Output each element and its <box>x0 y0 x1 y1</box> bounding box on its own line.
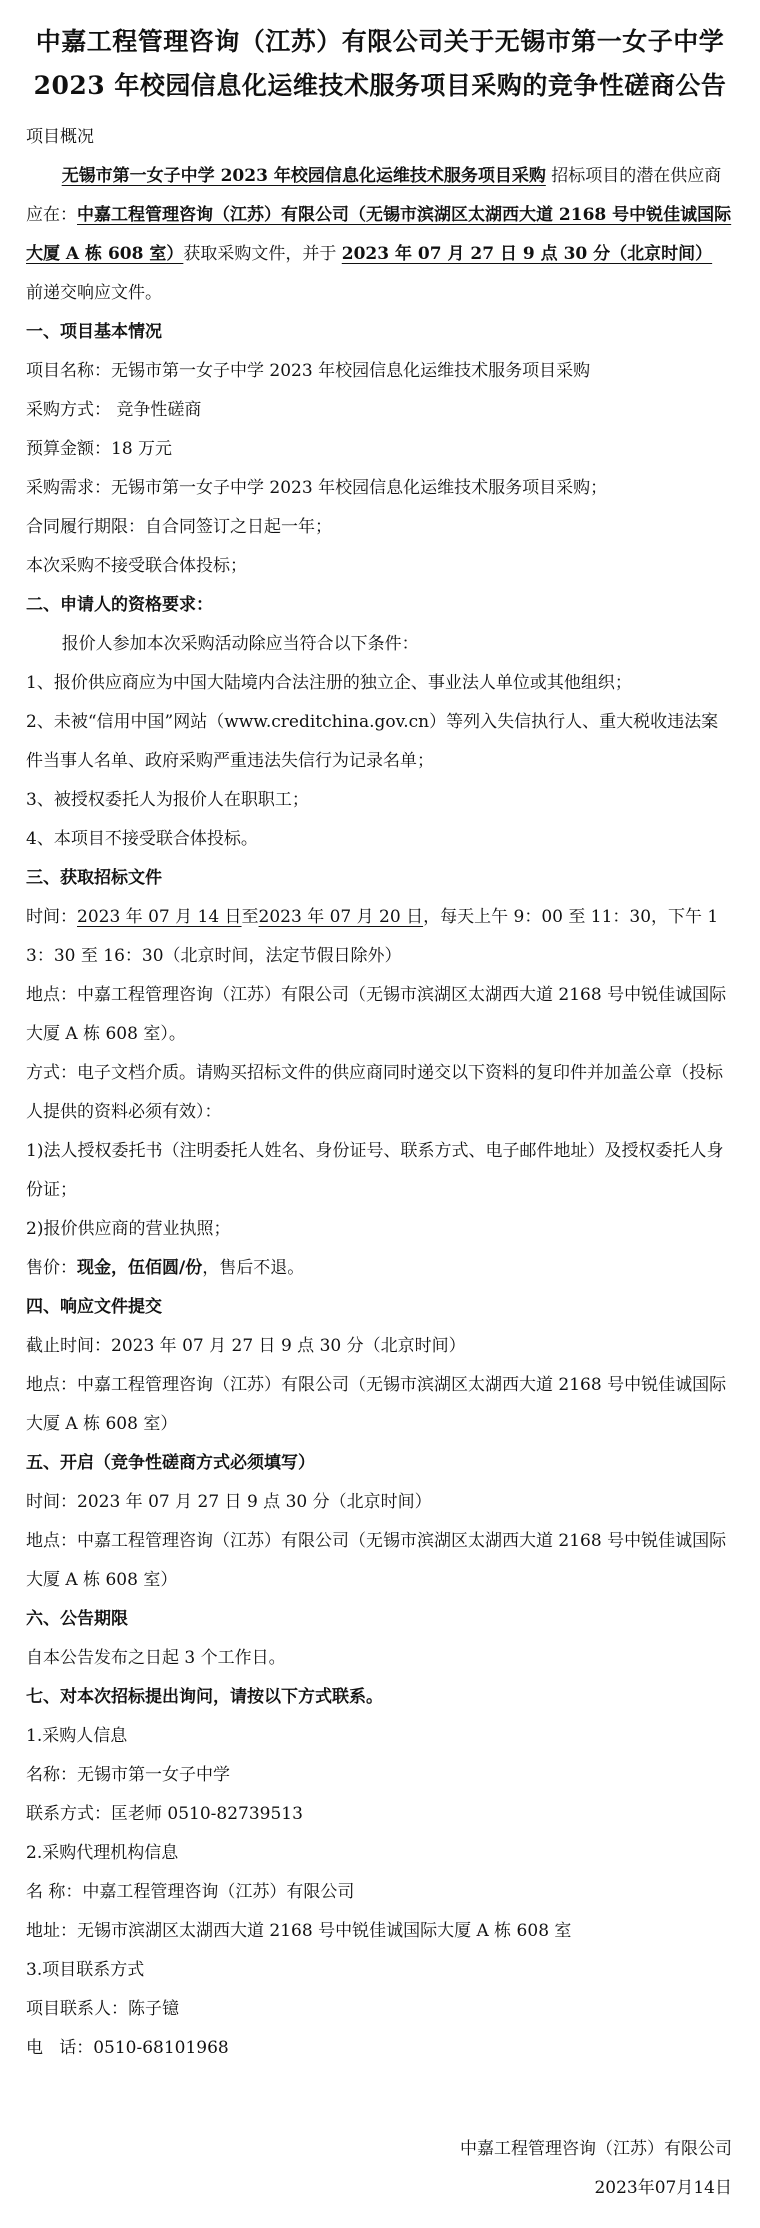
s2-intro: 报价人参加本次采购活动除应当符合以下条件： <box>61 634 419 654</box>
s2-item: 2、未被“信用中国”网站（www.creditchina.gov.cn）等列入失信执行人、重大税收违法案件当事人名单、政府采购严重违法失信行为记录名单； <box>26 712 719 771</box>
section-7-heading: 七、对本次招标提出询问，请按以下方式联系。 <box>26 1687 383 1707</box>
section-5-heading: 五、开启（竞争性磋商方式必须填写） <box>26 1453 315 1473</box>
s1-line: 本次采购不接受联合体投标； <box>26 556 247 576</box>
s3-date-to: 2023 年 07 月 20 日 <box>258 907 424 927</box>
buyer-heading: 1.采购人信息 <box>26 1726 128 1746</box>
overview-project-name: 无锡市第一女子中学 2023 年校园信息化运维技术服务项目采购 <box>61 166 546 186</box>
s1-line: 预算金额：18 万元 <box>26 439 173 459</box>
s5-place: 地点：中嘉工程管理咨询（江苏）有限公司（无锡市滨湖区太湖西大道 2168 号中锐佳诚国际大厦 A 栋 608 室） <box>26 1531 727 1590</box>
s3-method: 方式：电子文档介质。请购买招标文件的供应商同时递交以下资料的复印件并加盖公章（投标人提供的资料必须有效）： <box>26 1063 723 1122</box>
s3-place: 地点：中嘉工程管理咨询（江苏）有限公司（无锡市滨湖区太湖西大道 2168 号中锐佳诚国际大厦 A 栋 608 室）。 <box>26 985 727 1044</box>
signature-date: 2023年07月14日 <box>594 2178 732 2198</box>
s4-deadline: 截止时间：2023 年 07 月 27 日 9 点 30 分（北京时间） <box>26 1336 466 1356</box>
s1-line: 采购方式： 竞争性磋商 <box>26 400 202 420</box>
s3-time-rest: ，每天上午 9：00 至 11：30，下午 13：30 至 16：30（北京时间，法定节假日除外） <box>26 907 719 966</box>
s3-price <box>26 1249 734 1288</box>
overview-deadline: 2023 年 07 月 27 日 9 点 30 分（北京时间） <box>341 244 713 264</box>
s3-doc-2: 2)报价供应商的营业执照； <box>26 1219 231 1239</box>
s3-doc-1: 1)法人授权委托书（注明委托人姓名、身份证号、联系方式、电子邮件地址）及授权委托人身份证； <box>26 1141 724 1200</box>
document-title: 中嘉工程管理咨询（江苏）有限公司关于无锡市第一女子中学2023 年校园信息化运维技术服务项目采购的竞争性磋商公告 <box>33 27 727 100</box>
section-3-heading: 三、获取招标文件 <box>26 868 162 888</box>
project-contact-person: 项目联系人：陈子镱 <box>26 1999 179 2019</box>
s1-line: 采购需求：无锡市第一女子中学 2023 年校园信息化运维技术服务项目采购； <box>26 478 608 498</box>
s3-price-rest: ，售后不退。 <box>202 1258 305 1278</box>
section-4-heading: 四、响应文件提交 <box>26 1297 162 1317</box>
s3-price-label: 售价： <box>26 1258 77 1278</box>
s3-to: 至 <box>241 907 259 927</box>
overview-location: 中嘉工程管理咨询（江苏）有限公司（无锡市滨湖区太湖西大道 2168 号中锐佳诚国际大厦 A 栋 608 室） <box>26 205 732 264</box>
s1-line: 项目名称：无锡市第一女子中学 2023 年校园信息化运维技术服务项目采购 <box>26 361 591 381</box>
section-2-heading: 二、申请人的资格要求： <box>26 595 213 615</box>
overview-text-1: 招标项目的潜在供应商应在 <box>26 166 722 225</box>
project-phone: 电 话：0510-68101968 <box>26 2038 229 2058</box>
s4-place: 地点：中嘉工程管理咨询（江苏）有限公司（无锡市滨湖区太湖西大道 2168 号中锐佳诚国际大厦 A 栋 608 室） <box>26 1375 727 1434</box>
signature-company: 中嘉工程管理咨询（江苏）有限公司 <box>460 2139 732 2159</box>
s5-time: 时间：2023 年 07 月 27 日 9 点 30 分（北京时间） <box>26 1492 432 1512</box>
agent-name: 名 称：中嘉工程管理咨询（江苏）有限公司 <box>26 1882 355 1902</box>
s2-item: 3、被授权委托人为报价人在职职工； <box>26 790 309 810</box>
buyer-name: 名称：无锡市第一女子中学 <box>26 1765 230 1785</box>
overview-text-3: 前递交响应文件。 <box>26 283 162 303</box>
signature-block <box>460 2130 732 2208</box>
s3-time-label: 时间： <box>26 907 77 927</box>
s2-item: 4、本项目不接受联合体投标。 <box>26 829 258 849</box>
overview-heading: 项目概况 <box>26 127 94 147</box>
section-1-heading: 一、项目基本情况 <box>26 322 162 342</box>
overview-text-2: 获取采购文件，并于 <box>183 244 337 264</box>
s3-date-from: 2023 年 07 月 14 日 <box>77 907 242 927</box>
agent-address: 地址：无锡市滨湖区太湖西大道 2168 号中锐佳诚国际大厦 A 栋 608 室 <box>26 1921 572 1941</box>
s3-time <box>26 898 734 976</box>
agent-heading: 2.采购代理机构信息 <box>26 1843 179 1863</box>
s1-line: 合同履行期限：自合同签订之日起一年； <box>26 517 332 537</box>
s2-item: 1、报价供应商应为中国大陆境内合法注册的独立企、事业法人单位或其他组织； <box>26 673 632 693</box>
buyer-contact: 联系方式：匡老师 0510-82739513 <box>26 1804 303 1824</box>
s6-text: 自本公告发布之日起 3 个工作日。 <box>26 1648 286 1668</box>
project-contact-heading: 3.项目联系方式 <box>26 1960 145 1980</box>
overview-paragraph: 无锡市第一女子中学 2023 年校园信息化运维技术服务项目采购 招标项目的潜在供应商应在：中嘉工程管理咨询（江苏）有限公司（无锡市滨湖区太湖西大道 2168 号中锐佳诚国际大厦 A 栋 608 室）获取采购文件，并于 2023 年 07 月 27 日 9 点 30 分（北京时间） 前递交响应文件。 <box>26 166 732 303</box>
section-6-heading: 六、公告期限 <box>26 1609 128 1629</box>
s3-price-value: 现金，伍佰圆/份 <box>77 1258 203 1278</box>
